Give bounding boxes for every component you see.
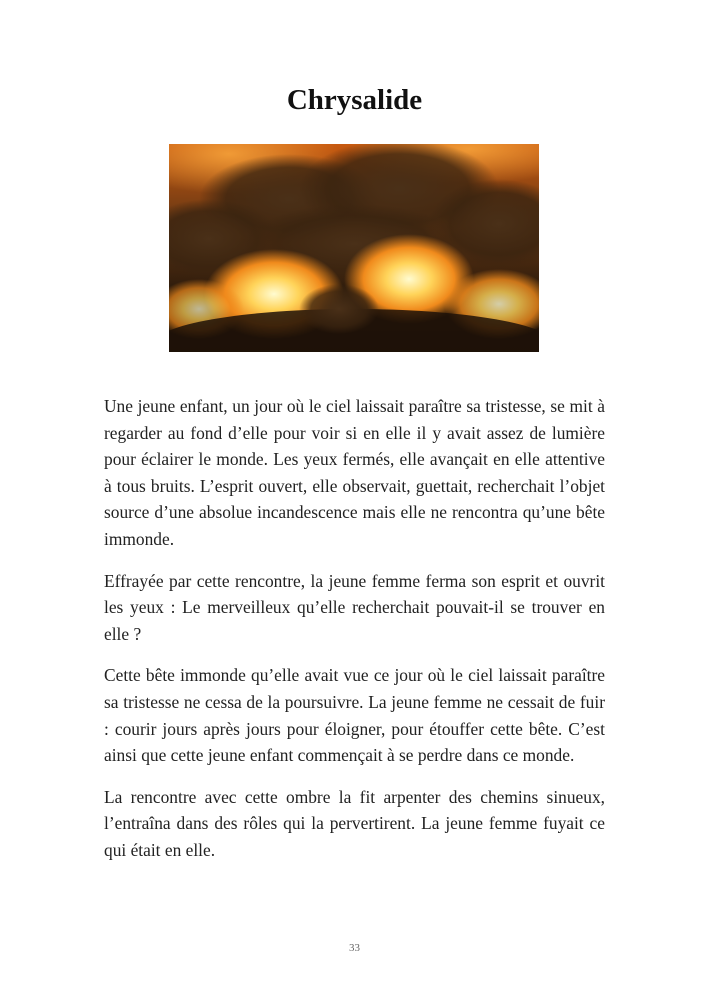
paragraph: Effrayée par cette rencontre, la jeune femme ferma son esprit et ouvrit les yeux : Le merveilleux qu’elle recherchait pouvait-il se trouver en elle ?: [104, 570, 605, 644]
fiery-clouds-image: [169, 144, 539, 352]
page-number: 33: [349, 942, 360, 954]
paragraph: Cette bête immonde qu’elle avait vue ce jour où le ciel laissait paraître sa tristesse ne cessa de la poursuivre. La jeune femme ne cessait de fuir : courir jours après jours pour éloigner, pour étouffer cette bête. C’est ainsi que cette jeune enfant commençait à se perdre dans ce monde.: [104, 665, 605, 766]
body-text: [104, 393, 605, 879]
page-title: Chrysalide: [286, 84, 423, 116]
fiery-clouds-icon: [169, 144, 539, 352]
paragraph: Une jeune enfant, un jour où le ciel laissait paraître sa tristesse, se mit à regarder au fond d’elle pour voir si en elle il y avait assez de lumière pour éclairer le monde. Les yeux fermés, elle avançait en elle attentive à tous bruits. L’esprit ouvert, elle observait, guettait, recherchait l’objet source d’une absolue incandescence mais elle ne rencontra qu’une bête immonde.: [104, 396, 605, 549]
paragraph: La rencontre avec cette ombre la fit arpenter des chemins sinueux, l’entraîna dans des rôles qui la pervertirent. La jeune femme fuyait ce qui était en elle.: [104, 786, 605, 860]
